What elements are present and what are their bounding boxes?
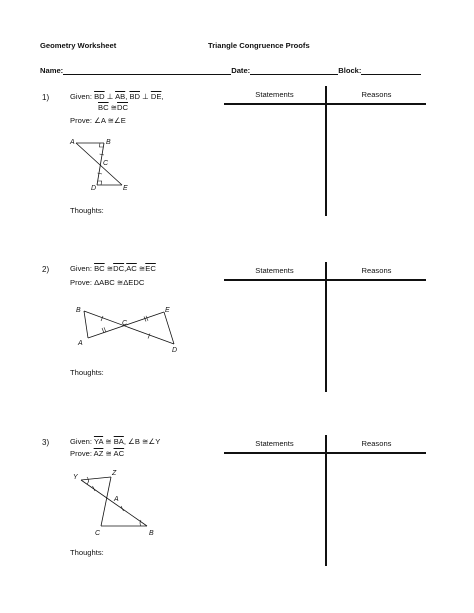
vertex-a-label: A xyxy=(114,496,119,503)
given-label: Given: xyxy=(70,264,92,273)
separator: , xyxy=(125,92,130,101)
tick-mark xyxy=(101,316,103,321)
segment-az: $\overline{AZ}$ xyxy=(93,449,104,458)
vertex-d-label: D xyxy=(172,347,178,354)
prove-label: Prove: xyxy=(70,278,92,287)
problem-3-figure xyxy=(65,466,165,541)
perpendicular-symbol: ⊥ xyxy=(104,92,116,101)
congruent-symbol: ≅ xyxy=(103,449,114,458)
problem-3-prove xyxy=(70,448,124,459)
problem-2-number: 2) xyxy=(42,265,50,274)
vertex-b-label: B xyxy=(106,139,111,146)
problem-2-figure xyxy=(70,300,190,355)
congruent-symbol: ≅ xyxy=(104,264,114,273)
segment-ac: $\overline{AC}$ xyxy=(126,264,137,273)
problem-1-table-divider xyxy=(325,86,327,216)
segment-ab: $\overline{AB}$ xyxy=(115,92,126,101)
vertex-b-label: B xyxy=(149,530,154,537)
vertex-c-label: C xyxy=(95,530,101,537)
segment-yz-line xyxy=(81,477,111,480)
block-field[interactable] xyxy=(361,66,421,75)
segment-bd: $\overline{BD}$ xyxy=(129,92,140,101)
perpendicular-symbol: ⊥ xyxy=(140,92,151,101)
vertex-z-label: Z xyxy=(112,470,117,477)
problem-1-thoughts: Thoughts: xyxy=(70,206,104,215)
problem-2-reasons-header: Reasons xyxy=(361,266,392,275)
prove-statement: ∠A ≅∠E xyxy=(94,116,126,125)
problem-1-reasons-header: Reasons xyxy=(361,90,392,99)
date-label: Date: xyxy=(231,66,251,75)
vertex-e-label: E xyxy=(123,185,128,192)
problem-2-statements-header: Statements xyxy=(255,266,294,275)
segment-bd: $\overline{BD}$ xyxy=(94,92,105,101)
separator: , xyxy=(124,264,127,273)
tick-mark xyxy=(104,327,106,332)
problem-1-number: 1) xyxy=(42,93,50,102)
segment-yb-line xyxy=(81,480,147,526)
name-label: Name: xyxy=(40,66,64,75)
problem-1-given xyxy=(70,91,164,102)
segment-dc: $\overline{DC}$ xyxy=(113,264,125,273)
problem-3-reasons-header: Reasons xyxy=(361,439,392,448)
problem-3-table-divider xyxy=(325,435,327,566)
problem-1-given-line2 xyxy=(98,102,128,113)
segment-ec: $\overline{EC}$ xyxy=(145,264,156,273)
name-row xyxy=(40,66,421,75)
block-label: Block: xyxy=(338,66,362,75)
angle-condition: , ∠B ≅∠Y xyxy=(123,437,161,446)
worksheet-subtitle: Triangle Congruence Proofs xyxy=(208,41,310,50)
congruent-symbol: ≅ xyxy=(103,437,114,446)
vertex-c-label: C xyxy=(122,320,128,327)
segment-ab-line xyxy=(84,311,88,338)
problem-2-given xyxy=(70,263,156,274)
right-angle-mark-b xyxy=(99,143,103,147)
vertex-e-label: E xyxy=(165,307,170,314)
problem-2-thoughts: Thoughts: xyxy=(70,368,104,377)
right-angle-mark-d xyxy=(98,181,102,185)
vertex-d-label: D xyxy=(91,185,97,192)
problem-1-prove xyxy=(70,115,126,126)
segment-dc: $\overline{DC}$ xyxy=(117,103,129,112)
vertex-a-label: A xyxy=(78,340,83,347)
problem-1-statements-header: Statements xyxy=(255,90,294,99)
problem-2-table-divider xyxy=(325,262,327,392)
problem-2-prove xyxy=(70,277,144,288)
prove-label: Prove: xyxy=(70,116,92,125)
worksheet-title: Geometry Worksheet xyxy=(40,41,117,50)
given-label: Given: xyxy=(70,437,92,446)
vertex-c-label: C xyxy=(103,160,109,167)
tick-mark xyxy=(98,173,103,174)
segment-de: $\overline{DE}$ xyxy=(150,92,162,101)
vertex-a-label: A xyxy=(70,139,75,146)
separator: , xyxy=(161,92,164,101)
name-field[interactable] xyxy=(63,66,231,75)
segment-ac: $\overline{AC}$ xyxy=(113,449,125,458)
tick-mark xyxy=(102,328,104,333)
segment-ya: $\overline{YA}$ xyxy=(93,437,104,446)
problem-3-number: 3) xyxy=(42,438,50,447)
vertex-y-label: Y xyxy=(73,474,78,481)
segment-bd-line xyxy=(84,311,174,344)
prove-statement: ΔABC ≅ΔEDC xyxy=(94,278,145,287)
segment-bc: $\overline{BC}$ xyxy=(94,264,105,273)
given-label: Given: xyxy=(70,92,92,101)
prove-label: Prove: xyxy=(70,449,92,458)
segment-ae-line xyxy=(76,143,122,185)
segment-zc-line xyxy=(101,477,111,526)
segment-bc: $\overline{BC}$ xyxy=(98,103,109,112)
vertex-b-label: B xyxy=(76,307,81,314)
problem-3-given xyxy=(70,436,160,447)
segment-ed-line xyxy=(164,312,174,344)
date-field[interactable] xyxy=(250,66,338,75)
segment-ba: $\overline{BA}$ xyxy=(113,437,124,446)
problem-3-thoughts: Thoughts: xyxy=(70,548,104,557)
problem-3-statements-header: Statements xyxy=(255,439,294,448)
congruent-symbol: ≅ xyxy=(136,264,146,273)
congruent-symbol: ≅ xyxy=(108,103,118,112)
problem-1-figure xyxy=(60,132,140,197)
angle-mark-y xyxy=(87,477,89,484)
